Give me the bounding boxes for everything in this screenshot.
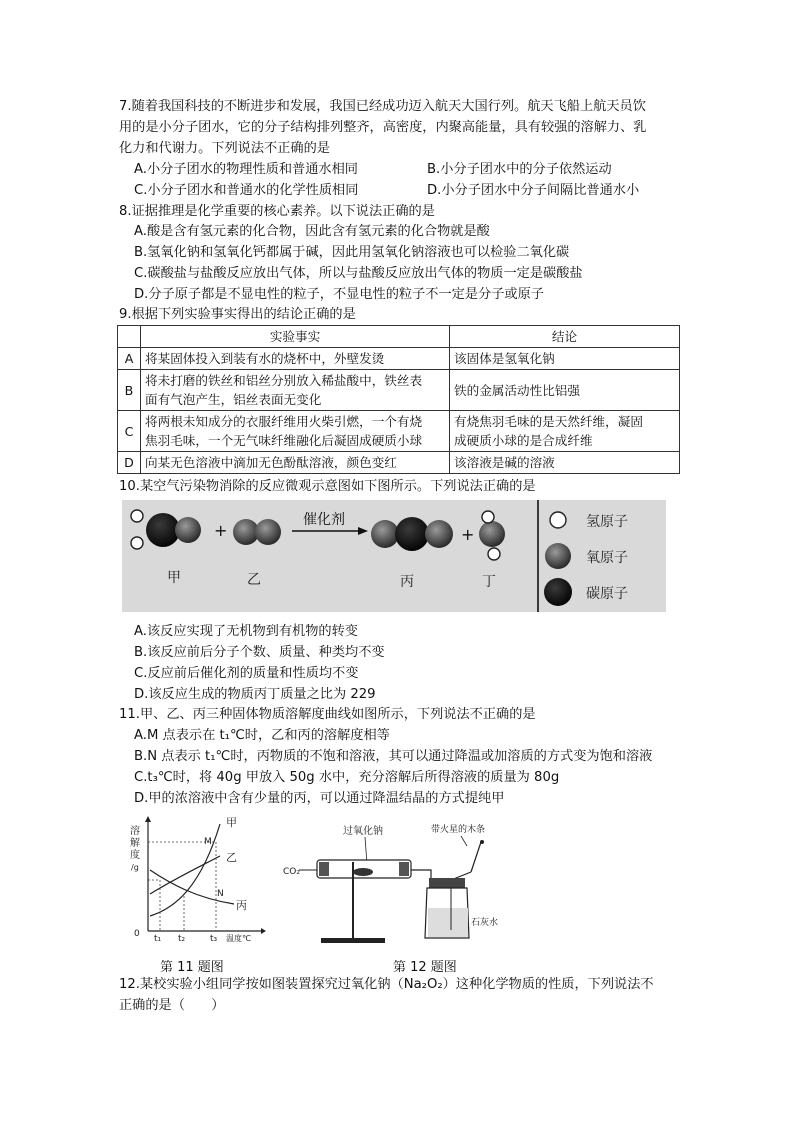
q9-stem: 9.根据下列实验事实得出的结论正确的是 xyxy=(119,307,356,322)
q7-option-c: C.小分子团水和普通水的化学性质相同 xyxy=(134,183,359,198)
fig11-caption: 第 11 题图 xyxy=(160,960,224,975)
tick-t2: t₂ xyxy=(178,934,186,944)
y-axis-char-2: 解 xyxy=(130,838,140,849)
solubility-figure xyxy=(126,816,266,946)
y-axis-char-3: 度 xyxy=(130,850,140,861)
x-axis-label: 温度℃ xyxy=(226,934,251,943)
q11-option-b: B.N 点表示 t₁℃时，丙物质的不饱和溶液，其可以通过降温或加溶质的方式变为饱和溶液 xyxy=(134,749,653,764)
q11-option-a: A.M 点表示在 t₁℃时，乙和丙的溶解度相等 xyxy=(134,728,390,743)
row-conclusion-line: 有烧焦羽毛味的是天然纤维，凝固 xyxy=(454,414,643,429)
q10-option-a: A.该反应实现了无机物到有机物的转变 xyxy=(134,624,358,639)
point-m: M xyxy=(204,837,212,847)
legend-carbon: 碳原子 xyxy=(586,586,628,602)
q12-stem-line2: 正确的是（ ） xyxy=(119,998,225,1013)
legend-oxygen: 氧原子 xyxy=(586,550,628,566)
table-row xyxy=(118,411,680,452)
row-fact-line: 将两根未知成分的衣服纤维用火柴引燃，一个有烧 xyxy=(145,414,423,429)
row-fact: 向某无色溶液中滴加无色酚酞溶液，颜色变红 xyxy=(141,452,450,474)
row-fact-line: 将未打磨的铁丝和铝丝分别放入稀盐酸中，铁丝表 xyxy=(145,373,423,388)
table-header-row xyxy=(118,326,680,348)
apparatus-figure xyxy=(281,822,517,948)
table-row xyxy=(118,348,680,370)
molecule-ding xyxy=(479,511,505,560)
q10-option-b: B.该反应前后分子个数、质量、种类均不变 xyxy=(134,645,385,660)
header-fact: 实验事实 xyxy=(141,326,450,348)
curve-label-bing: 丙 xyxy=(236,899,247,912)
q11-option-d: D.甲的浓溶液中含有少量的丙，可以通过降温结晶的方式提纯甲 xyxy=(134,791,505,806)
legend xyxy=(544,512,628,606)
q10-option-c: C.反应前后催化剂的质量和性质均不变 xyxy=(134,666,359,681)
curve-label-yi: 乙 xyxy=(226,851,237,864)
header-conclusion: 结论 xyxy=(450,326,680,348)
q12-stem-line1: 12.某校实验小组同学按如图装置探究过氧化钠（Na₂O₂）这种化学物质的性质，下列说法不 xyxy=(119,977,654,992)
fig12-caption: 第 12 题图 xyxy=(393,960,457,975)
q9-table xyxy=(117,325,680,474)
q7-stem-line2: 用的是小分子团水，它的分子结构排列整齐，高密度，内聚高能量，具有较强的溶解力、乳 xyxy=(119,120,647,135)
q7-option-d: D.小分子团水中分子间隔比普通水小 xyxy=(427,183,640,198)
catalyst-label: 催化剂 xyxy=(303,512,345,528)
origin-label: 0 xyxy=(134,929,140,939)
label-jia: 甲 xyxy=(167,570,181,586)
row-conclusion xyxy=(450,411,680,452)
molecule-jia xyxy=(131,510,201,549)
row-fact-line: 面有气泡产生，铝丝表面无变化 xyxy=(145,392,322,407)
q11-stem: 11.甲、乙、丙三种固体物质溶解度曲线如图所示，下列说法不正确的是 xyxy=(119,707,536,722)
q10-stem: 10.某空气污染物消除的反应微观示意图如下图所示。下列说法正确的是 xyxy=(119,479,536,494)
label-yi: 乙 xyxy=(247,572,261,588)
y-axis-unit: /g xyxy=(131,863,139,872)
q10-option-d: D.该反应生成的物质丙丁质量之比为 229 xyxy=(134,687,376,702)
row-conclusion-line: 成硬质小球的是合成纤维 xyxy=(454,433,593,448)
q8-option-d: D.分子原子都是不显电性的粒子，不显电性的粒子不一定是分子或原子 xyxy=(134,287,544,302)
q11-option-c: C.t₃℃时，将 40g 甲放入 50g 水中，充分溶解后所得溶液的质量为 80g xyxy=(134,770,560,785)
q8-stem: 8.证据推理是化学重要的核心素养。以下说法正确的是 xyxy=(119,204,435,219)
q7-option-b: B.小分子团水中的分子依然运动 xyxy=(427,162,612,177)
row-label: C xyxy=(118,411,141,452)
svg-text:+: + xyxy=(214,521,228,540)
row-label: A xyxy=(118,348,141,370)
table-row xyxy=(118,370,680,411)
curve-label-jia: 甲 xyxy=(226,816,237,829)
q7-stem-line3: 化力和代谢力。下列说法不正确的是 xyxy=(119,141,330,156)
q7-option-a: A.小分子团水的物理性质和普通水相同 xyxy=(134,162,358,177)
svg-text:+: + xyxy=(461,525,475,544)
co2-label: CO₂ xyxy=(283,867,300,877)
y-axis-char-1: 溶 xyxy=(130,826,140,837)
row-label: D xyxy=(118,452,141,474)
limewater-label: 石灰水 xyxy=(471,918,499,928)
row-fact xyxy=(141,411,450,452)
peroxide-label: 过氧化钠 xyxy=(343,826,383,837)
q8-option-c: C.碳酸盐与盐酸反应放出气体，所以与盐酸反应放出气体的物质一定是碳酸盐 xyxy=(134,266,583,281)
molecule-bing xyxy=(371,517,453,551)
row-fact xyxy=(141,370,450,411)
tick-t1: t₁ xyxy=(154,934,162,944)
tick-t3: t₃ xyxy=(210,934,218,944)
curve-yi xyxy=(150,856,220,894)
row-fact-line: 焦羽毛味，一个无气味纤维融化后凝固成硬质小球 xyxy=(145,433,423,448)
row-conclusion: 该溶液是碱的溶液 xyxy=(450,452,680,474)
row-label: B xyxy=(118,370,141,411)
row-fact: 将某固体投入到装有水的烧杯中，外壁发烫 xyxy=(141,348,450,370)
label-ding: 丁 xyxy=(482,574,496,590)
q8-option-a: A.酸是含有氢元素的化合物，因此含有氢元素的化合物就是酸 xyxy=(134,224,490,239)
point-n: N xyxy=(217,889,224,899)
molecule-yi xyxy=(233,519,281,545)
reaction-diagram xyxy=(122,500,666,612)
legend-hydrogen: 氢原子 xyxy=(586,514,628,530)
table-row xyxy=(118,452,680,474)
label-bing: 丙 xyxy=(400,574,414,590)
splint-label: 带火星的木条 xyxy=(431,825,486,835)
row-conclusion: 该固体是氢氧化钠 xyxy=(450,348,680,370)
row-conclusion: 铁的金属活动性比铝强 xyxy=(450,370,680,411)
q7-stem-line1: 7.随着我国科技的不断进步和发展，我国已经成功迈入航天大国行列。航天飞船上航天员饮 xyxy=(119,99,646,114)
q8-option-b: B.氢氧化钠和氢氧化钙都属于碱，因此用氢氧化钠溶液也可以检验二氧化碳 xyxy=(134,245,570,260)
